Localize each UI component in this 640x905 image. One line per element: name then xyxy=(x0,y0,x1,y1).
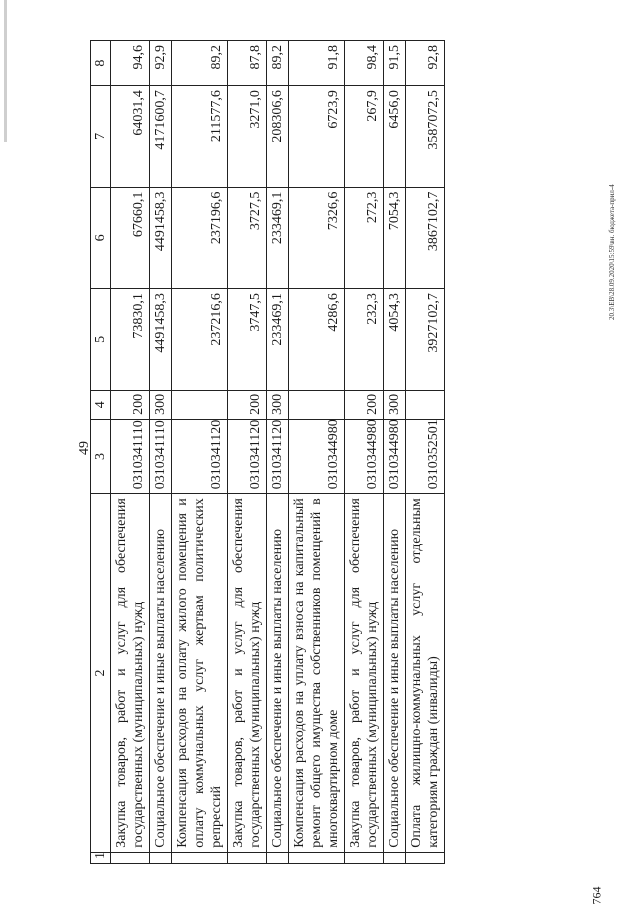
row-value-5: 4054,3 xyxy=(384,289,406,390)
row-value-5: 3747,5 xyxy=(228,289,267,390)
row-type: 200 xyxy=(345,390,384,419)
row-number-cell xyxy=(111,852,150,863)
table-row xyxy=(406,41,445,864)
row-value-8: 87,8 xyxy=(228,41,267,86)
row-code: 0310344980 xyxy=(289,419,345,493)
table-row xyxy=(228,41,267,864)
row-name: Социальное обеспечение и иные выплаты населению xyxy=(150,494,172,853)
header-cell: 3 xyxy=(91,419,111,493)
row-value-6: 233469,1 xyxy=(267,187,289,288)
row-value-7: 267,9 xyxy=(345,86,384,187)
row-value-8: 89,2 xyxy=(267,41,289,86)
row-value-5: 237216,6 xyxy=(172,289,228,390)
corner-number: 764 xyxy=(589,886,604,905)
row-name: Закупка товаров, работ и услуг для обеспечения государственных (муниципальных) нужд xyxy=(345,494,384,853)
table-row xyxy=(172,41,228,864)
row-type xyxy=(289,390,345,419)
row-value-6: 3867102,7 xyxy=(406,187,445,288)
rotated-table-container xyxy=(90,40,570,864)
table-row xyxy=(111,41,150,864)
budget-table xyxy=(90,40,445,864)
table-row xyxy=(289,41,345,864)
row-value-5: 73830,1 xyxy=(111,289,150,390)
row-value-7: 211577,6 xyxy=(172,86,228,187)
row-value-5: 4491458,3 xyxy=(150,289,172,390)
row-type xyxy=(172,390,228,419)
scan-edge-mark xyxy=(4,0,7,142)
row-type: 200 xyxy=(111,390,150,419)
row-number-cell xyxy=(172,852,228,863)
header-cell: 5 xyxy=(91,289,111,390)
row-value-6: 67660,1 xyxy=(111,187,150,288)
row-code: 0310341110 xyxy=(150,419,172,493)
row-code: 0310344980 xyxy=(384,419,406,493)
row-type: 200 xyxy=(228,390,267,419)
footer-note: 20.3\ЕВ\28.09.2020\15:59\вн. бюджета-прил-4 xyxy=(608,184,616,320)
table-row xyxy=(384,41,406,864)
row-name: Компенсация расходов на оплату жилого помещения и оплату коммунальных услуг жертвам политических репрессий xyxy=(172,494,228,853)
row-value-5: 233469,1 xyxy=(267,289,289,390)
row-name: Оплата жилищно-коммунальных услуг отдельным категориям граждан (инвалиды) xyxy=(406,494,445,853)
row-number-cell xyxy=(406,852,445,863)
row-value-6: 237196,6 xyxy=(172,187,228,288)
row-name: Закупка товаров, работ и услуг для обеспечения государственных (муниципальных) нужд xyxy=(111,494,150,853)
row-type: 300 xyxy=(150,390,172,419)
row-value-6: 3727,5 xyxy=(228,187,267,288)
header-cell: 7 xyxy=(91,86,111,187)
table-row xyxy=(345,41,384,864)
row-value-7: 6723,9 xyxy=(289,86,345,187)
row-type xyxy=(406,390,445,419)
row-number-cell xyxy=(228,852,267,863)
header-cell: 8 xyxy=(91,41,111,86)
row-name: Социальное обеспечение и иные выплаты населению xyxy=(267,494,289,853)
row-number-cell xyxy=(345,852,384,863)
row-code: 0310341120 xyxy=(228,419,267,493)
row-code: 0310352501 xyxy=(406,419,445,493)
row-value-5: 4286,6 xyxy=(289,289,345,390)
row-name: Социальное обеспечение и иные выплаты населению xyxy=(384,494,406,853)
row-code: 0310341120 xyxy=(172,419,228,493)
row-value-8: 92,9 xyxy=(150,41,172,86)
row-name: Закупка товаров, работ и услуг для обеспечения государственных (муниципальных) нужд xyxy=(228,494,267,853)
row-code: 0310341120 xyxy=(267,419,289,493)
page-number: 49 xyxy=(77,441,92,455)
header-cell: 2 xyxy=(91,494,111,853)
row-value-8: 98,4 xyxy=(345,41,384,86)
row-value-7: 3271,0 xyxy=(228,86,267,187)
row-value-8: 91,5 xyxy=(384,41,406,86)
row-code: 0310344980 xyxy=(345,419,384,493)
row-value-5: 3927102,7 xyxy=(406,289,445,390)
table-row xyxy=(150,41,172,864)
row-value-5: 232,3 xyxy=(345,289,384,390)
row-value-8: 91,8 xyxy=(289,41,345,86)
row-value-6: 272,3 xyxy=(345,187,384,288)
row-number-cell xyxy=(150,852,172,863)
table-row xyxy=(267,41,289,864)
row-type: 300 xyxy=(267,390,289,419)
row-value-7: 4171600,7 xyxy=(150,86,172,187)
row-value-8: 92,8 xyxy=(406,41,445,86)
row-name: Компенсация расходов на уплату взноса на капитальный ремонт общего имущества собственников помещений в многоквартирном доме xyxy=(289,494,345,853)
row-value-7: 3587072,5 xyxy=(406,86,445,187)
row-number-cell xyxy=(384,852,406,863)
row-value-7: 64031,4 xyxy=(111,86,150,187)
row-value-6: 7054,3 xyxy=(384,187,406,288)
row-number-cell xyxy=(267,852,289,863)
row-value-7: 208306,6 xyxy=(267,86,289,187)
row-value-8: 94,6 xyxy=(111,41,150,86)
row-value-6: 4491458,3 xyxy=(150,187,172,288)
header-cell: 4 xyxy=(91,390,111,419)
header-row xyxy=(91,41,111,864)
row-value-8: 89,2 xyxy=(172,41,228,86)
header-cell: 1 xyxy=(91,852,111,863)
row-number-cell xyxy=(289,852,345,863)
row-code: 0310341110 xyxy=(111,419,150,493)
row-value-7: 6456,0 xyxy=(384,86,406,187)
row-value-6: 7326,6 xyxy=(289,187,345,288)
header-cell: 6 xyxy=(91,187,111,288)
row-type: 300 xyxy=(384,390,406,419)
